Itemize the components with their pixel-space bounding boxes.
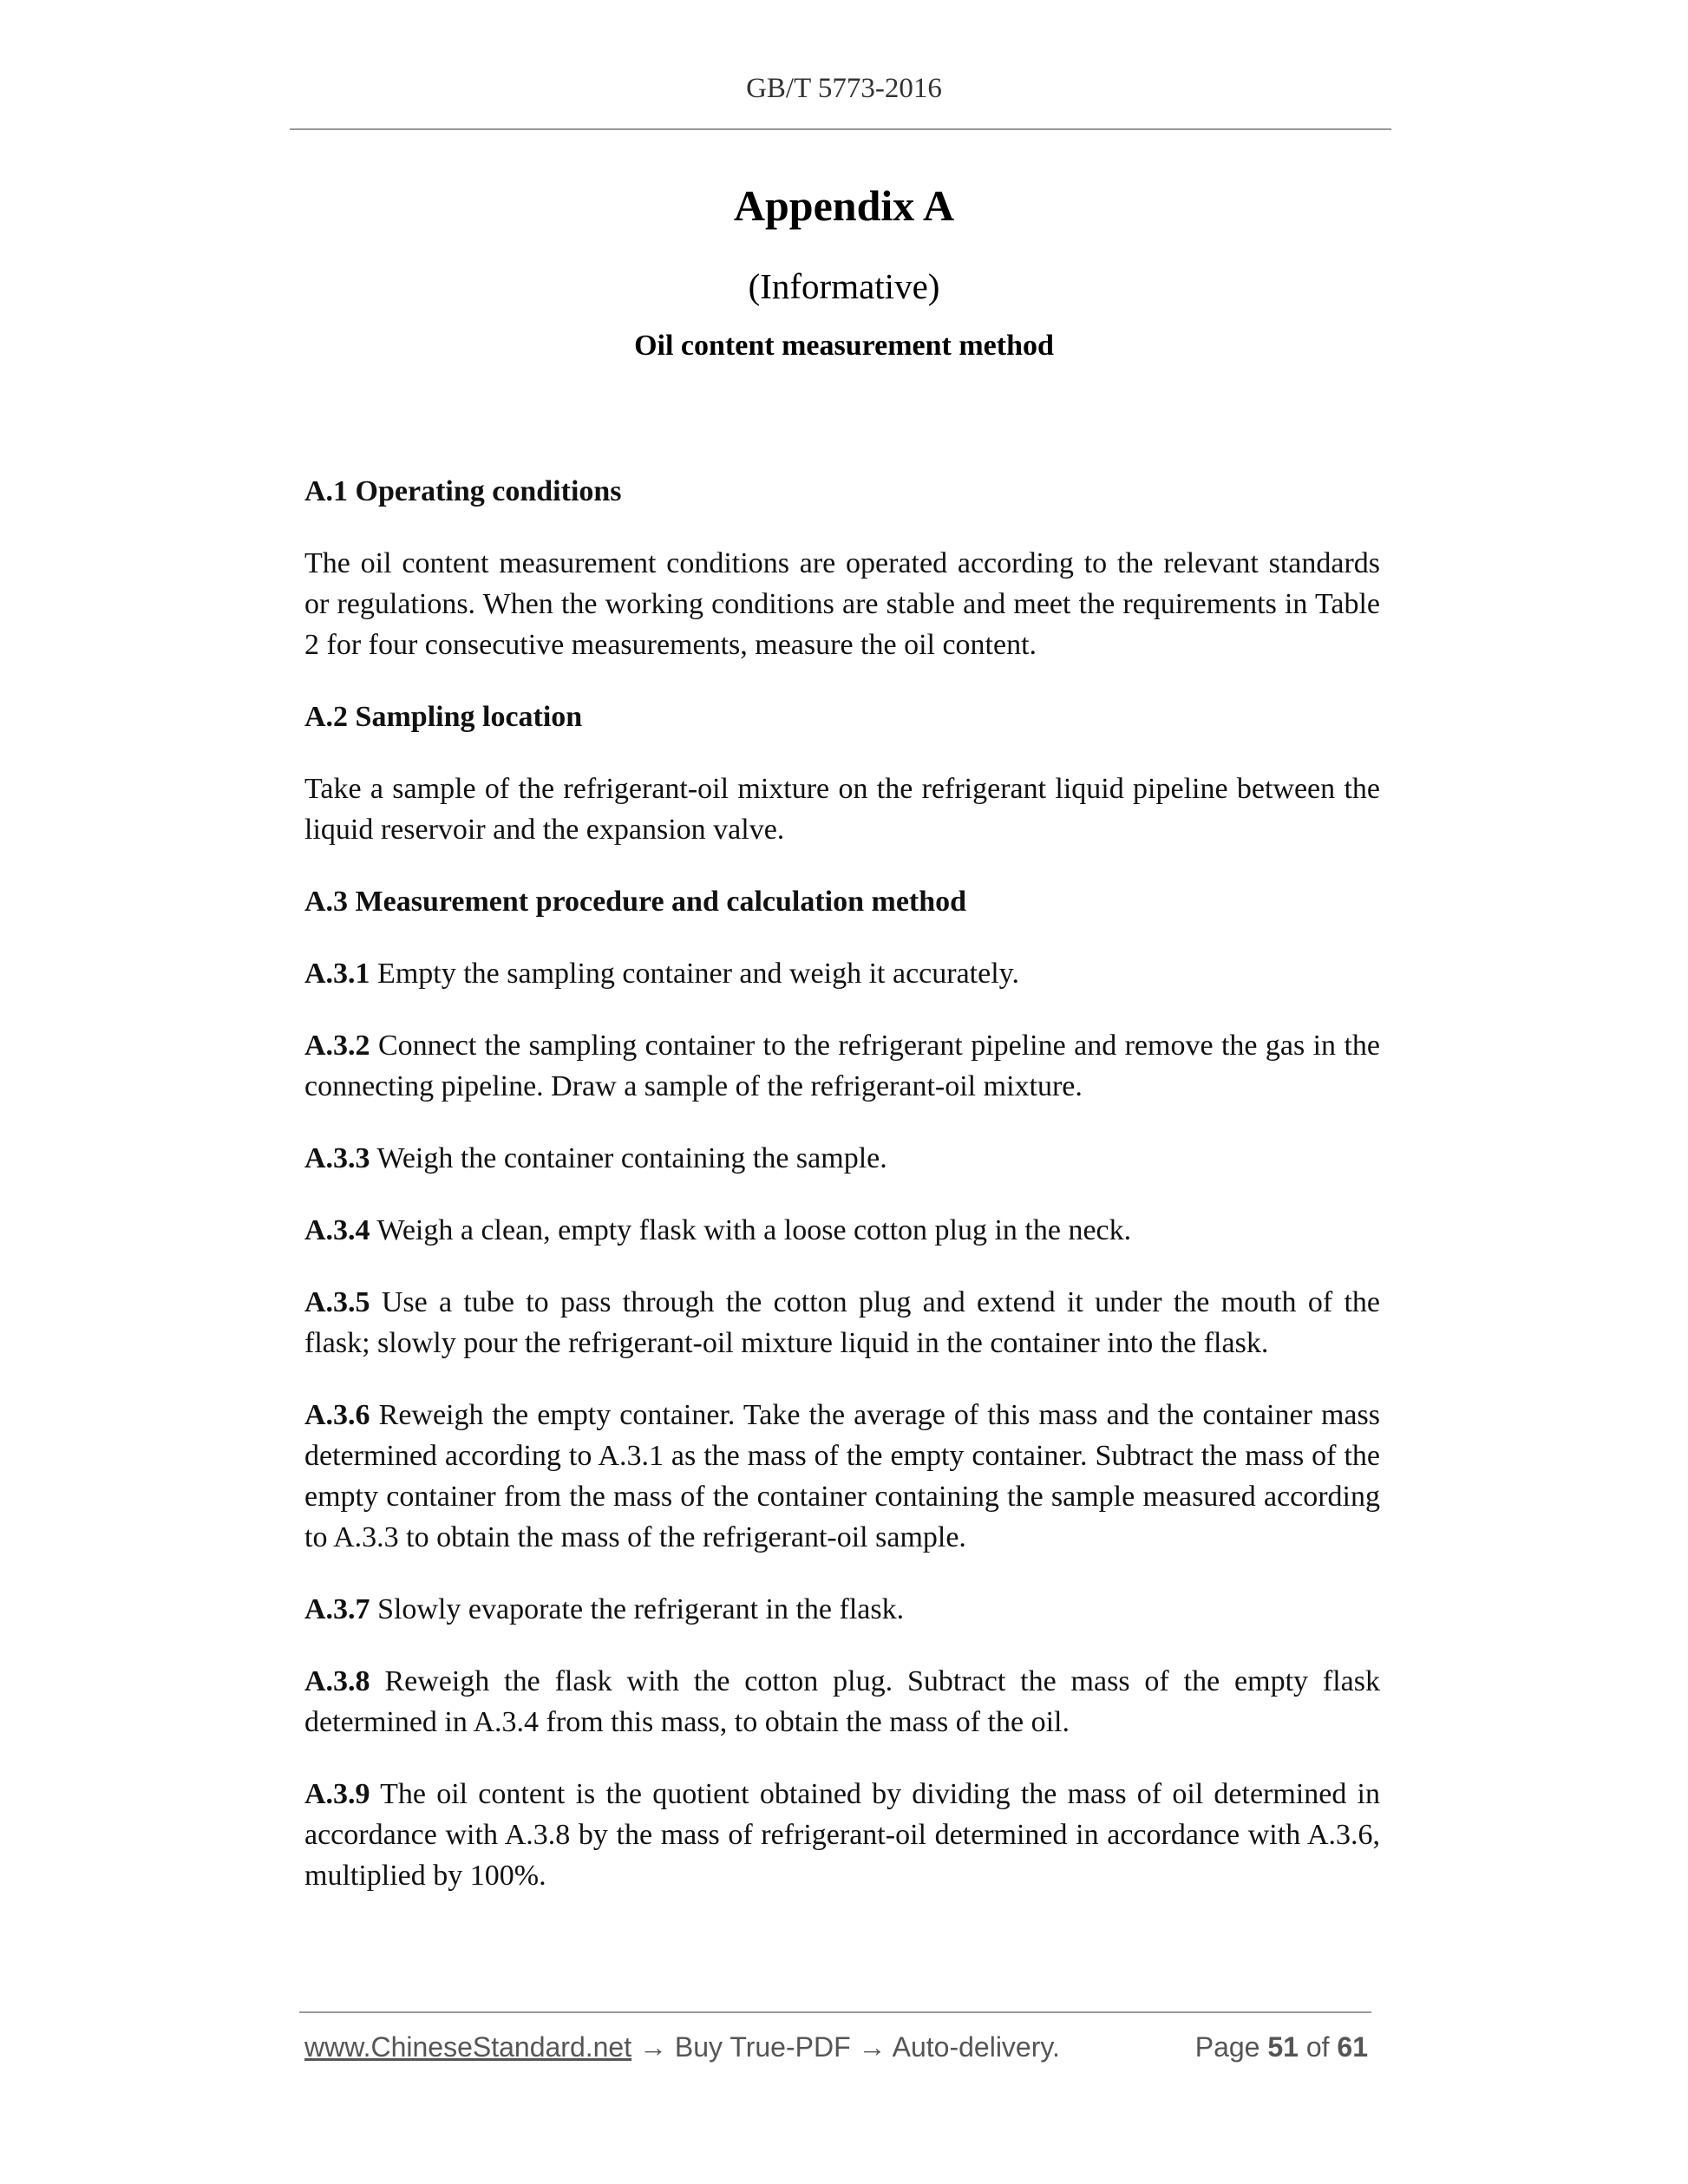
clause-number: A.3.1: [304, 958, 370, 990]
clause-a-3-6: [304, 1395, 1380, 1558]
page-total: 61: [1337, 2031, 1368, 2063]
clause-text: The oil content is the quotient obtained by dividing the mass of oil determined in accordance with A.3.8 by the mass of refrigerant-oil determined in accordance with A.3.6, multiplied by 100%.: [304, 1778, 1380, 1892]
site-link[interactable]: www.ChineseStandard.net: [304, 2031, 632, 2063]
clause-number: A.3.4: [304, 1214, 370, 1246]
clause-text: Empty the sampling container and weigh it accurately.: [370, 958, 1019, 990]
footer-divider: [299, 2011, 1371, 2013]
clause-number: A.3.8: [304, 1665, 370, 1697]
clause-a-3-1: [304, 953, 1380, 994]
clause-a-3-7: [304, 1589, 1380, 1630]
page-of-label: of: [1298, 2031, 1338, 2063]
clause-number: A.3.6: [304, 1399, 370, 1431]
page-indicator: [1195, 2031, 1368, 2063]
clause-a-3-4: [304, 1210, 1380, 1251]
clause-text: Slowly evaporate the refrigerant in the flask.: [370, 1593, 905, 1625]
appendix-title: Appendix A: [733, 181, 955, 230]
clause-number: A.3.5: [304, 1286, 370, 1318]
clause-number: A.3.3: [304, 1142, 370, 1174]
promo-text: → Buy True-PDF → Auto-delivery.: [631, 2031, 1060, 2063]
page-footer: [304, 2031, 1373, 2063]
clause-number: A.3.9: [304, 1778, 370, 1810]
clause-a-3-3: [304, 1138, 1380, 1179]
page-label: Page: [1194, 2031, 1268, 2063]
header-divider: [290, 128, 1391, 130]
appendix-subject: Oil content measurement method: [634, 330, 1054, 362]
clause-text: Connect the sampling container to the refrigerant pipeline and remove the gas in the connecting pipeline. Draw a sample of the refrigerant-oil mixture.: [304, 1030, 1380, 1102]
section-heading-a3: A.3 Measurement procedure and calculation method: [304, 886, 967, 918]
clause-number: A.3.7: [304, 1593, 370, 1625]
appendix-type: (Informative): [748, 266, 940, 306]
clause-a-3-9: [304, 1774, 1380, 1896]
document-body: [304, 471, 1380, 1927]
clause-number: A.3.2: [304, 1030, 370, 1062]
clause-text: Reweigh the empty container. Take the average of this mass and the container mass determined according to A.3.1 as the mass of the empty container. Subtract the mass of the empty container from the mass of the container containing the sample measured according to A.3.3 to obtain the mass of the refrigerant-oil sample.: [304, 1399, 1380, 1553]
section-text-a2: Take a sample of the refrigerant-oil mixture on the refrigerant liquid pipeline between the liquid reservoir and the expansion valve.: [304, 773, 1380, 846]
section-text-a1: The oil content measurement conditions are operated according to the relevant standards or regulations. When the working conditions are stable and meet the requirements in Table 2 for four consecutive measurements, measure the oil content.: [304, 547, 1380, 661]
clause-text: Use a tube to pass through the cotton plug and extend it under the mouth of the flask; slowly pour the refrigerant-oil mixture liquid in the container into the flask.: [304, 1286, 1380, 1359]
clause-a-3-2: [304, 1025, 1380, 1107]
clause-a-3-5: [304, 1282, 1380, 1363]
page-current: 51: [1267, 2031, 1299, 2063]
clause-text: Weigh a clean, empty flask with a loose cotton plug in the neck.: [370, 1214, 1132, 1246]
section-heading-a1: A.1 Operating conditions: [304, 475, 622, 507]
section-heading-a2: A.2 Sampling location: [304, 701, 583, 733]
standard-code-header: GB/T 5773-2016: [746, 73, 942, 104]
clause-text: Reweigh the flask with the cotton plug. Subtract the mass of the empty flask determined in A.3.4 from this mass, to obtain the mass of the oil.: [304, 1665, 1380, 1738]
clause-a-3-8: [304, 1661, 1380, 1743]
clause-text: Weigh the container containing the sample.: [370, 1142, 887, 1174]
